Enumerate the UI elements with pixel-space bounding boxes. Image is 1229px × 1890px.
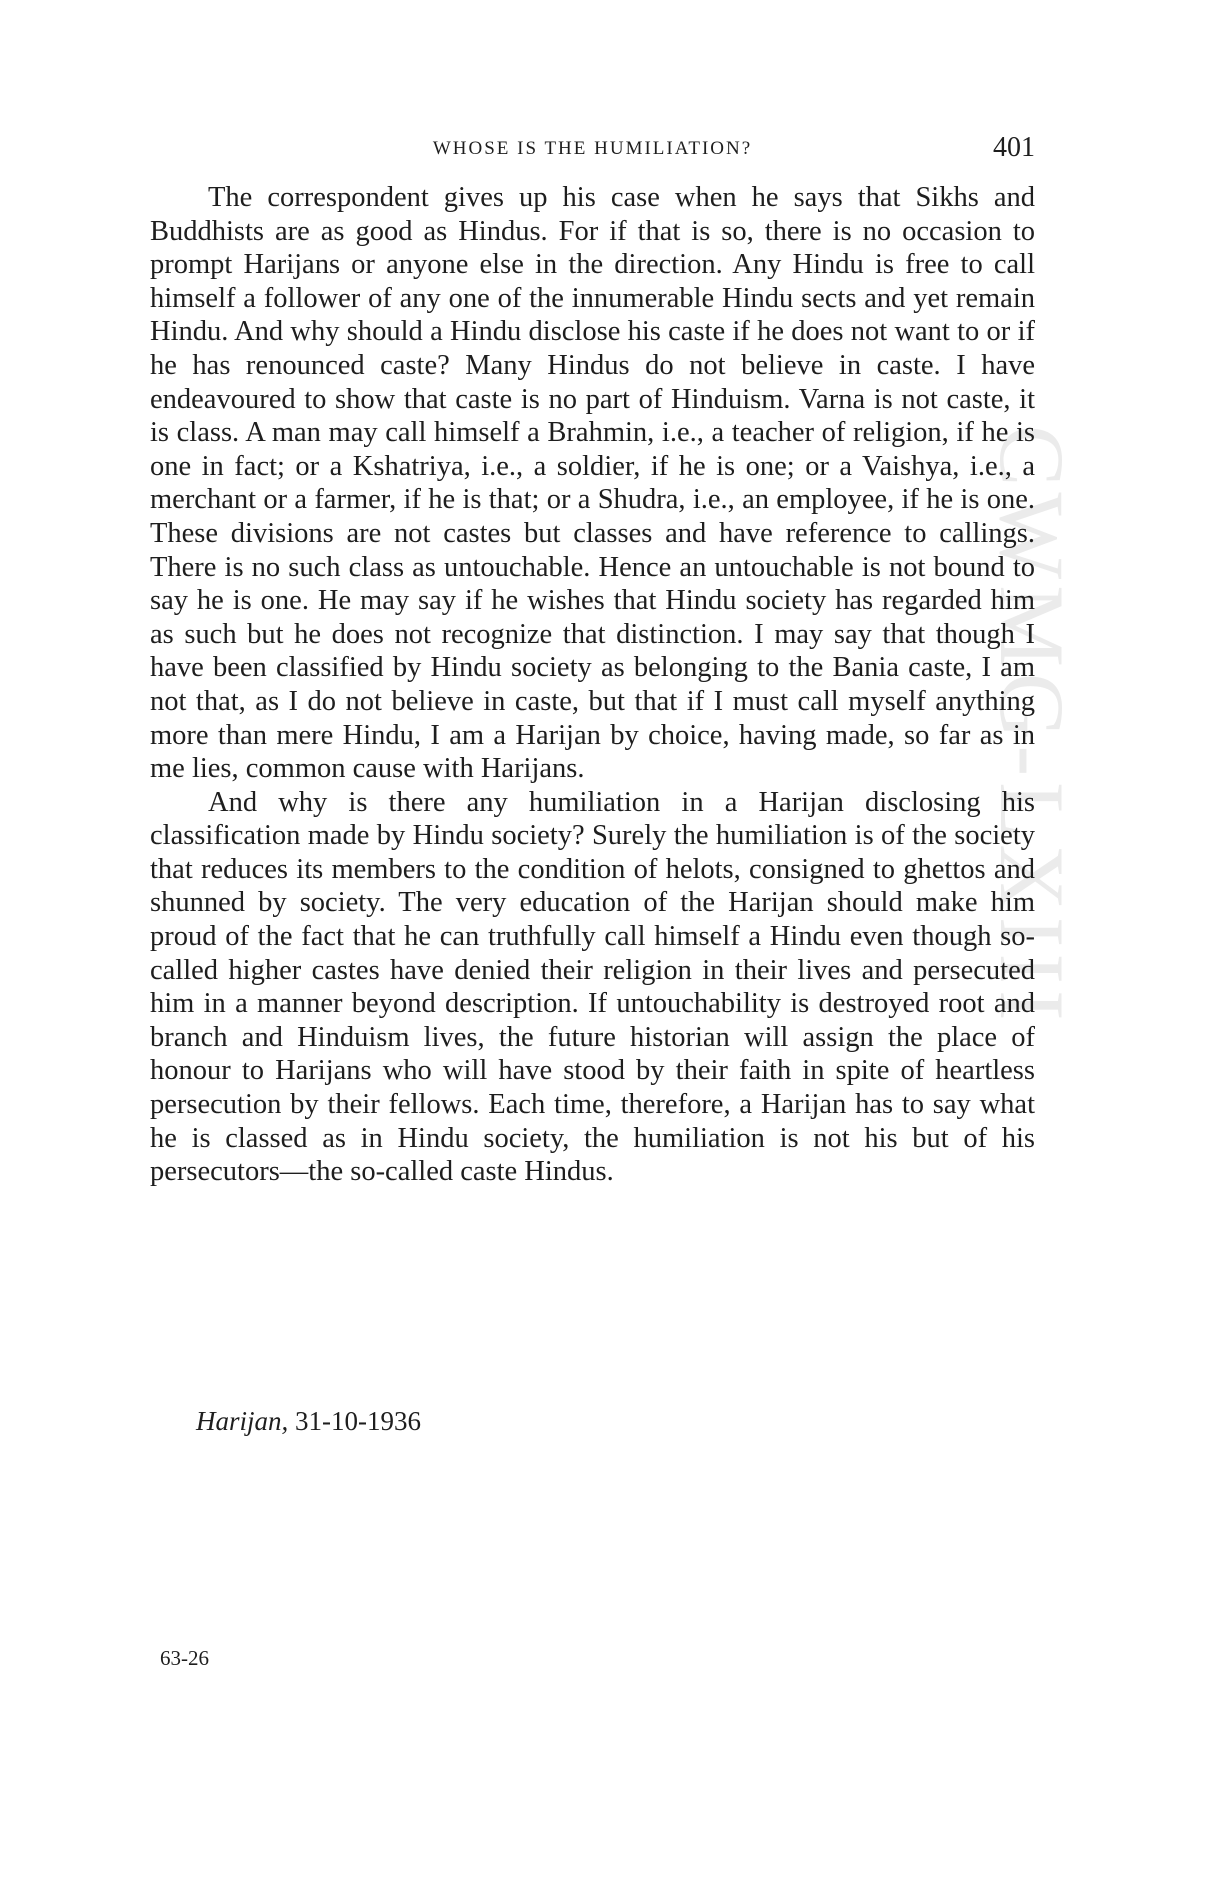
- source-date: 31-10-1936: [295, 1406, 421, 1436]
- footer-code: 63-26: [160, 1646, 209, 1670]
- paragraph-2: And why is there any humiliation in a Harijan disclosing his classification made by Hindu society? Surely the humiliation is of the society that reduces its members to the condition of helots, consigned to ghettos and shunned by society. The very education of the Harijan should make him proud of the fact that he can truthfully call himself a Hindu even though so-called higher castes have denied their religion in their lives and persecuted him in a manner beyond description. If untouchability is destroyed root and branch and Hinduism lives, the future historian will assign the place of honour to Harijans who will have stood by their faith in spite of heartless persecution by their fellows. Each time, therefore, a Harijan has to say what he is classed as in Hindu society, the humiliation is not his but of his persecutors—the so-called caste Hindus.: [150, 786, 1035, 1188]
- running-head: WHOSE IS THE HUMILIATION?: [432, 138, 753, 159]
- paragraph-1: The correspondent gives up his case when he says that Sikhs and Buddhists are as good as Hindus. For if that is so, there is no occasion to prompt Harijans or anyone else in the direction. Any Hindu is free to call himself a follower of any one of the innumerable Hindu sects and yet remain Hindu. And why should a Hindu disclose his caste if he does not want to or if he has renounced caste? Many Hindus do not believe in caste. I have endeavoured to show that caste is no part of Hinduism. Varna is not caste, it is class. A man may call himself a Brahmin, i.e., a teacher of religion, if he is one in fact; or a Kshatriya, i.e., a soldier, if he is one; or a Vaishya, i.e., a merchant or a farmer, if he is that; or a Shudra, i.e., an employee, if he is one. These divisions are not castes but classes and have reference to callings. There is no such class as untouchable. Hence an untouchable is not bound to say he is one. He may say if he wishes that Hindu society has regarded him as such but he does not recognize that distinction. I may say that though I have been classified by Hindu society as belonging to the Bania caste, I am not that, as I do not believe in caste, but that if I must call myself anything more than mere Hindu, I am a Harijan by choice, having made, so far as in me lies, common cause with Harijans.: [150, 182, 1035, 785]
- source-publication: Harijan,: [196, 1406, 289, 1436]
- body-text: [150, 181, 1035, 1189]
- page-header: [150, 132, 1035, 166]
- watermark-text: CWMG-LXIII: [981, 425, 1083, 1027]
- page-number: 401: [993, 132, 1035, 163]
- source-citation: [196, 1406, 421, 1437]
